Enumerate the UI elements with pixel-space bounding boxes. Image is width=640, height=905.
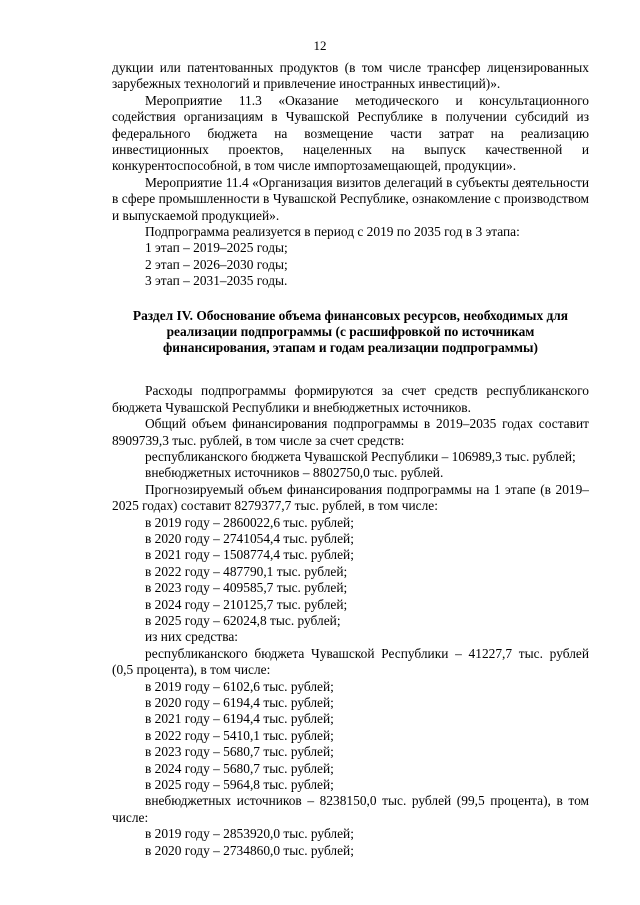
stages-list (112, 240, 589, 289)
paragraph-continuation: дукции или патентованных продуктов (в том числе трансфер лицензированных зарубежных технологий и привлечение иностранных инвестиций)». (112, 60, 589, 92)
year-item: в 2019 году – 2860022,6 тыс. рублей; (145, 514, 354, 530)
year-item: в 2025 году – 62024,8 тыс. рублей; (145, 612, 341, 628)
paragraph-total-republican: республиканского бюджета Чувашской Республики – 106989,3 тыс. рублей; (145, 448, 576, 464)
paragraph-measure-11-3: Мероприятие 11.3 «Оказание методического и консультационного содействия организациям в Чувашской Республике в получении субсидий из федерального бюджета на возмещение части затрат на реализацию инвестиционных проектов, нацеленных на выпуск качественной и конкурентоспособной, в том числе импортозамещающей, продукции». (112, 92, 589, 174)
year-item: в 2022 году – 487790,1 тыс. рублей; (145, 563, 348, 579)
paragraph-measure-11-4: Мероприятие 11.4 «Организация визитов делегаций в субъекты деятельности в сфере промышленности в Чувашской Республике, ознакомление с производством и выпускаемой продукцией». (112, 174, 589, 223)
year-item: в 2023 году – 5680,7 тыс. рублей; (145, 744, 334, 760)
stage1-extrabudgetary-year-list (112, 826, 589, 859)
paragraph-total-extrabudgetary: внебюджетных источников – 8802750,0 тыс. рублей. (145, 465, 444, 481)
stage1-year-list (112, 515, 589, 630)
page-number: 12 (313, 38, 327, 53)
year-item: в 2020 году – 2741054,4 тыс. рублей; (145, 530, 354, 546)
year-item: в 2019 году – 6102,6 тыс. рублей; (145, 678, 334, 694)
section-heading: Раздел IV. Обоснование объема финансовых ресурсов, необходимых для реализации подпрограммы (с расшифровкой по источникам финансирования, этапам и годам реализации подпрограммы) (132, 307, 569, 356)
year-item: в 2025 году – 5964,8 тыс. рублей; (145, 777, 334, 793)
stage1-republican-year-list (112, 679, 589, 794)
year-item: в 2023 году – 409585,7 тыс. рублей; (145, 580, 348, 596)
year-item: в 2021 году – 6194,4 тыс. рублей; (145, 711, 334, 727)
year-item: в 2024 году – 5680,7 тыс. рублей; (145, 760, 334, 776)
paragraph-stage1-total: Прогнозируемый объем финансирования подпрограммы на 1 этапе (в 2019–2025 годах) составит 8279377,7 тыс. рублей, в том числе: (112, 481, 589, 514)
year-item: в 2020 году – 2734860,0 тыс. рублей; (145, 842, 354, 858)
paragraph-of-which: из них средства: (145, 629, 239, 645)
year-item: в 2020 году – 6194,4 тыс. рублей; (145, 695, 334, 711)
stage-item: 2 этап – 2026–2030 годы; (145, 256, 288, 272)
stage-item: 3 этап – 2031–2035 годы. (145, 273, 288, 289)
document-body (112, 60, 589, 859)
paragraph-stage1-republican: республиканского бюджета Чувашской Республики – 41227,7 тыс. рублей (0,5 процента), в том числе: (112, 645, 589, 678)
year-item: в 2022 году – 5410,1 тыс. рублей; (145, 727, 334, 743)
paragraph-stage1-extrabudgetary: внебюджетных источников – 8238150,0 тыс. рублей (99,5 процента), в том числе: (112, 793, 589, 825)
paragraph-funding-intro: Расходы подпрограммы формируются за счет средств республиканского бюджета Чувашской Республики и внебюджетных источников. (112, 383, 589, 415)
year-item: в 2021 году – 1508774,4 тыс. рублей; (145, 547, 354, 563)
paragraph-total-funding: Общий объем финансирования подпрограммы в 2019–2035 годах составит 8909739,3 тыс. рублей, в том числе за счет средств: (112, 416, 589, 448)
year-item: в 2019 году – 2853920,0 тыс. рублей; (145, 826, 354, 842)
stage-item: 1 этап – 2019–2025 годы; (145, 240, 288, 256)
year-item: в 2024 году – 210125,7 тыс. рублей; (145, 596, 348, 612)
paragraph-period: Подпрограмма реализуется в период с 2019 по 2035 год в 3 этапа: (145, 224, 520, 240)
